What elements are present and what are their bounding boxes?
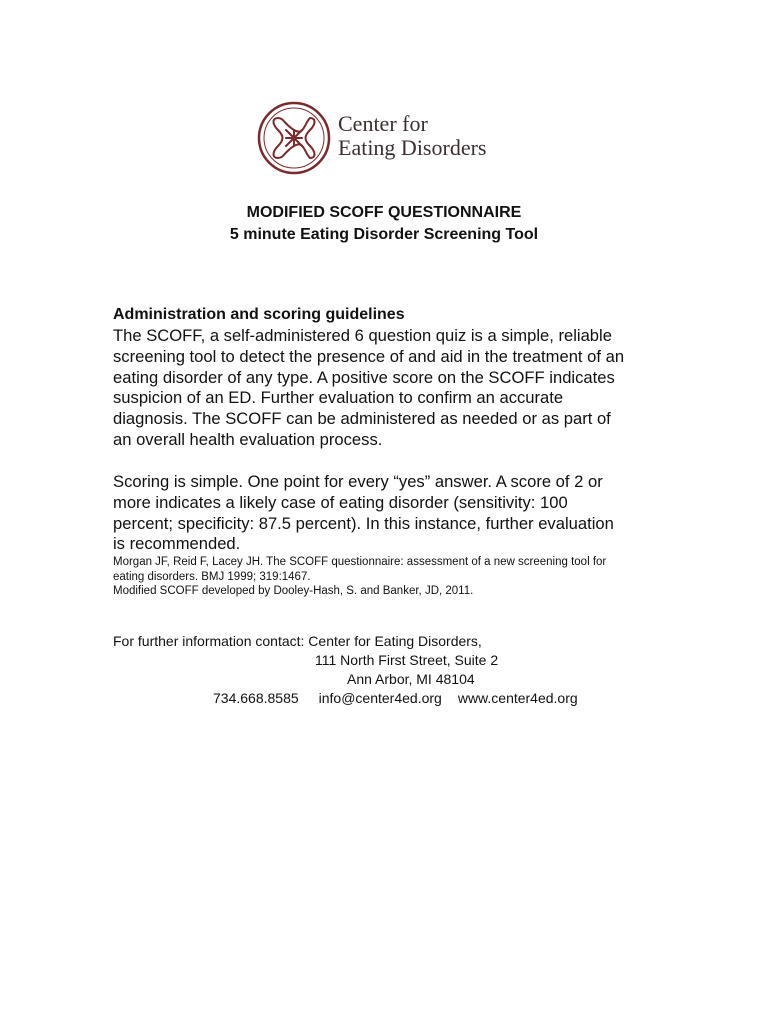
- references: [113, 555, 673, 599]
- logo-line1: Center for: [338, 111, 428, 136]
- reference-line: Modified SCOFF developed by Dooley-Hash, S. and Banker, JD, 2011.: [113, 585, 474, 598]
- contact-phone: 734.668.8585: [213, 690, 299, 706]
- contact-block: [113, 632, 673, 708]
- document-subtitle: 5 minute Eating Disorder Screening Tool: [229, 226, 539, 243]
- paragraph-line: eating disorder of any type. A positive score on the SCOFF indicates: [113, 367, 615, 387]
- paragraph-line: is recommended.: [113, 534, 241, 554]
- paragraph-line: more indicates a likely case of eating disorder (sensitivity: 100: [113, 492, 568, 512]
- document-title: MODIFIED SCOFF QUESTIONNAIRE: [246, 204, 522, 221]
- section-heading: Administration and scoring guidelines: [113, 306, 405, 323]
- paragraph-line: diagnosis. The SCOFF can be administered as needed or as part of: [113, 409, 611, 429]
- paragraph-scoring: [113, 472, 673, 555]
- reference-line: Morgan JF, Reid F, Lacey JH. The SCOFF questionnaire: assessment of a new screening tool for: [113, 556, 607, 568]
- contact-email[interactable]: info@center4ed.org: [318, 690, 442, 706]
- paragraph-line: percent; specificity: 87.5 percent). In this instance, further evaluation: [113, 513, 614, 533]
- contact-details: [113, 689, 673, 708]
- paragraph-line: suspicion of an ED. Further evaluation to confirm an accurate: [113, 388, 564, 408]
- paragraph-administration: [113, 326, 673, 451]
- reference-line: eating disorders. BMJ 1999; 319:1467.: [113, 570, 311, 583]
- logo-text: [338, 112, 486, 160]
- paragraph-line: screening tool to detect the presence of and aid in the treatment of an: [113, 346, 625, 366]
- logo-line2: Eating Disorders: [338, 135, 487, 160]
- contact-address-line1: 111 North First Street, Suite 2: [315, 652, 499, 668]
- logo: [256, 100, 496, 180]
- celtic-knot-logo-icon: [256, 100, 332, 176]
- paragraph-line: The SCOFF, a self-administered 6 question quiz is a simple, reliable: [113, 326, 612, 345]
- contact-website[interactable]: www.center4ed.org: [457, 690, 578, 706]
- paragraph-line: Scoring is simple. One point for every “yes” answer. A score of 2 or: [113, 472, 603, 491]
- contact-intro: For further information contact: Center for Eating Disorders,: [113, 633, 482, 649]
- contact-address-line2: Ann Arbor, MI 48104: [347, 671, 475, 687]
- paragraph-line: an overall health evaluation process.: [113, 429, 383, 449]
